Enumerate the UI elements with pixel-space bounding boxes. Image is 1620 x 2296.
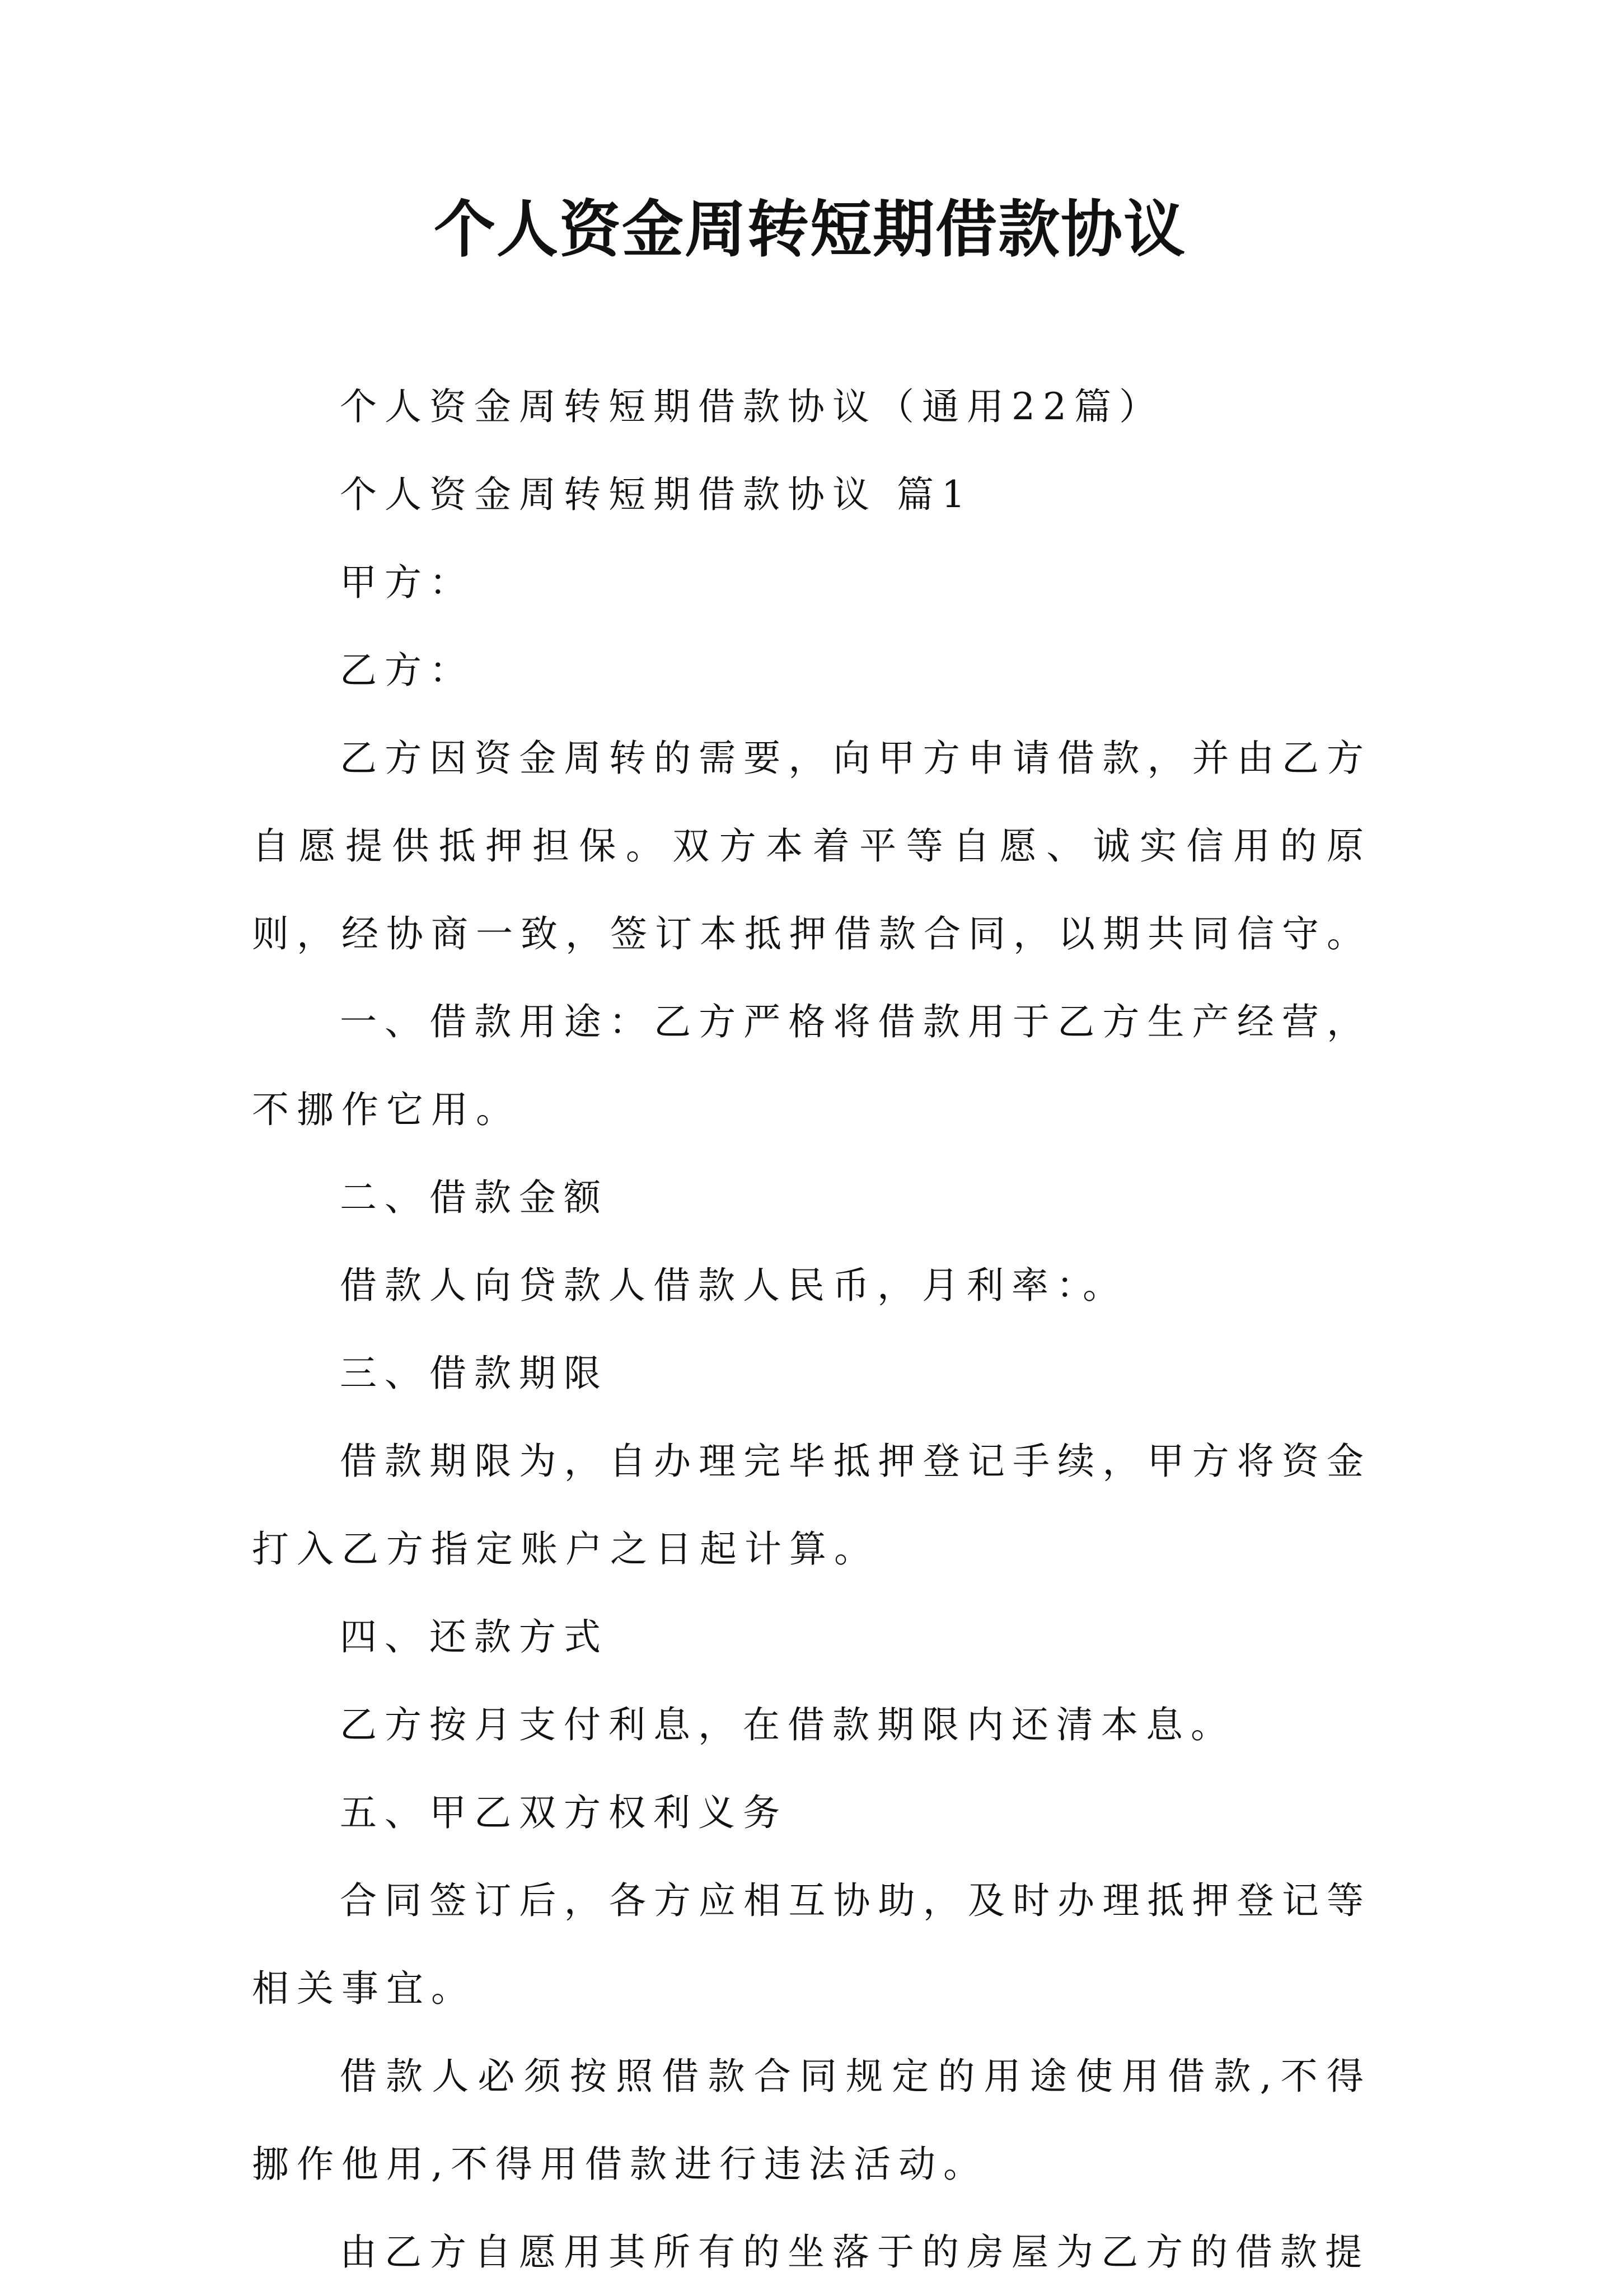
paragraph: 乙方：: [340, 649, 474, 692]
paragraph: 甲方：: [340, 561, 474, 604]
paragraph: 乙方因资金周转的需要，向甲方申请借款，并由乙方自愿提供抵押担保。双方本着平等自愿、诚实信用的原则，经协商一致，签订本抵押借款合同，以期共同信守。: [252, 737, 1371, 955]
paragraph: 借款人向贷款人借款人民币，月利率：。: [340, 1264, 1127, 1307]
paragraph: 借款人必须按照借款合同规定的用途使用借款,不得挪作他用,不得用借款进行违法活动。: [252, 2055, 1371, 2186]
paragraph: 一、借款用途：乙方严格将借款用于乙方生产经营，不挪作它用。: [252, 1000, 1371, 1131]
paragraph: 二、借款金额: [340, 1176, 608, 1219]
paragraph: 合同签订后，各方应相互协助，及时办理抵押登记等相关事宜。: [252, 1879, 1371, 2010]
paragraph: 五、甲乙双方权利义务: [340, 1791, 788, 1834]
paragraph: 乙方按月支付利息，在借款期限内还清本息。: [340, 1703, 1235, 1746]
document-body: [252, 363, 1371, 2296]
paragraph: 个人资金周转短期借款协议 篇1: [340, 473, 973, 516]
paragraph: 由乙方自愿用其所有的坐落于的房屋为乙方的借款提: [340, 2231, 1370, 2274]
paragraph: 四、还款方式: [340, 1615, 608, 1658]
paragraph: 个人资金周转短期借款协议（通用22篇）: [340, 385, 1164, 428]
document-title: 个人资金周转短期借款协议: [434, 193, 1186, 265]
paragraph: 借款期限为，自办理完毕抵押登记手续，甲方将资金打入乙方指定账户之日起计算。: [252, 1440, 1371, 1571]
paragraph: 三、借款期限: [340, 1352, 608, 1395]
